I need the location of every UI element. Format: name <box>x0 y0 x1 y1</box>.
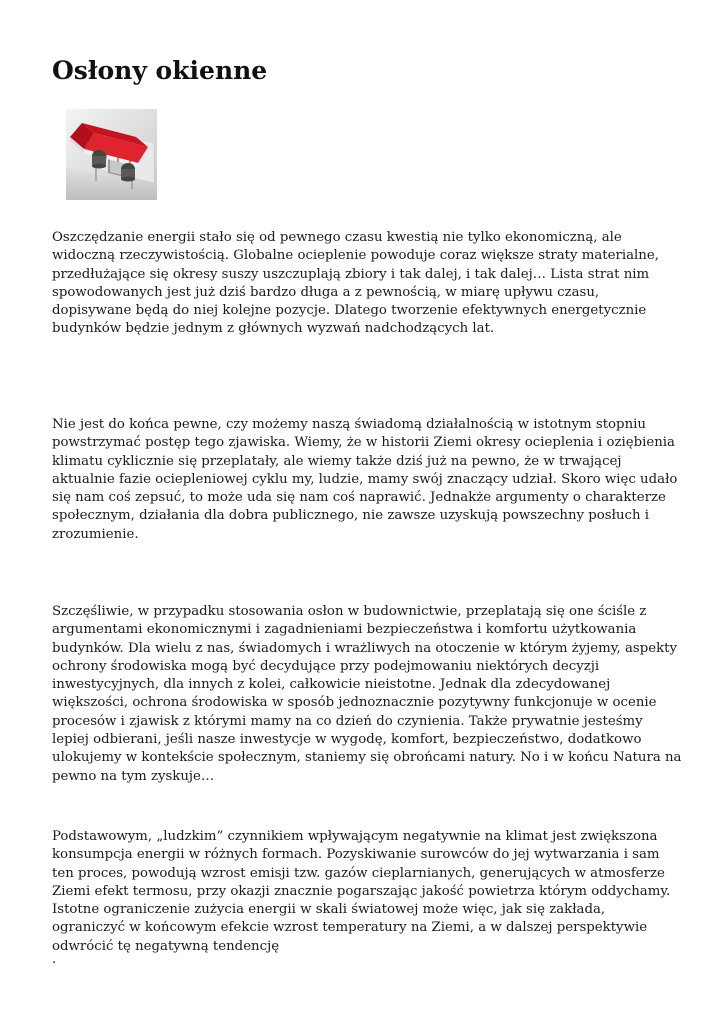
paragraph-3: Szczęśliwie, w przypadku stosowania osłon w budownictwie, przeplatają się one ściśle z argumentami ekonomicznymi i zagadnieniami bezpieczeństwa i komfortu użytkowania budynków. Dla wielu z nas, świadomych i wrażliwych na otoczenie w którym żyjemy, aspekty ochrony środowiska mogą być decydujące przy podejmowaniu niektórych decyzji inwestycyjnych, dla innych z kolei, całkowicie nieistotne. Jednak dla zdecydowanej większości, ochrona środowiska w sposób jednoznacznie pozytywny funkcjonuje w ocenie procesów i zjawisk z którymi mamy na co dzień do czynienia. Także prywatnie jesteśmy lepiej odbierani, jeśli nasze inwestycje w wygodę, komfort, bezpieczeństwo, dodatkowo ulokujemy w kontekście społecznym, staniemy się obrońcami natury. No i w końcu Natura na pewno na tym zyskuje… <box>52 604 682 784</box>
paragraph-2: Nie jest do końca pewne, czy możemy naszą świadomą działalnością w istotnym stopniu powstrzymać postęp tego zjawiska. Wiemy, że w historii Ziemi okresy ocieplenia i oziębienia klimatu cyklicznie się przeplatały, ale wiemy także dziś już na pewno, że w trwającej aktualnie fazie ociepleniowej cyklu my, ludzie, mamy swój znaczący udział. Skoro więc udało się nam coś zepsuć, to może uda się nam coś naprawić. Jednakże argumenty o charakterze społecznym, działania dla dobra publicznego, nie zawsze uzyskują powszechny posłuch i zrozumienie. <box>52 417 678 542</box>
page-title: Osłony okienne <box>52 56 268 85</box>
awning-thumbnail-image <box>66 109 157 200</box>
paragraph-1: Oszczędzanie energii stało się od pewnego czasu kwestią nie tylko ekonomiczną, ale widoczną rzeczywistością. Globalne ocieplenie powoduje coraz większe straty materialne, przedłużające się okresy suszy uszczuplają zbiory i tak dalej, i tak dalej… Lista strat nim spowodowanych jest już dziś bardzo długa a z pewnością, w miarę upływu czasu, dopisywane będą do niej kolejne pozycje. Dlatego tworzenie efektywnych energetycznie budynków będzie jednym z głównych wyzwań nadchodzących lat. <box>52 230 659 337</box>
paragraph-4: Podstawowym, „ludzkim” czynnikiem wpływającym negatywnie na klimat jest zwiększona konsumpcja energii w różnych formach. Pozyskiwanie surowców do jej wytwarzania i sam ten proces, powodują wzrost emisji tzw. gazów cieplarnianych, generujących w atmosferze Ziemi efekt termosu, przy okazji znacznie pogarszając jakość powietrza którym oddychamy. Istotne ograniczenie zużycia energii w skali światowej może więc, jak się zakłada, ograniczyć w końcowym efekcie wzrost temperatury na Ziemi, a w dalszej perspektywie odwrócić tę negatywną tendencję <box>52 829 671 954</box>
trailing-mark: . <box>52 952 57 967</box>
